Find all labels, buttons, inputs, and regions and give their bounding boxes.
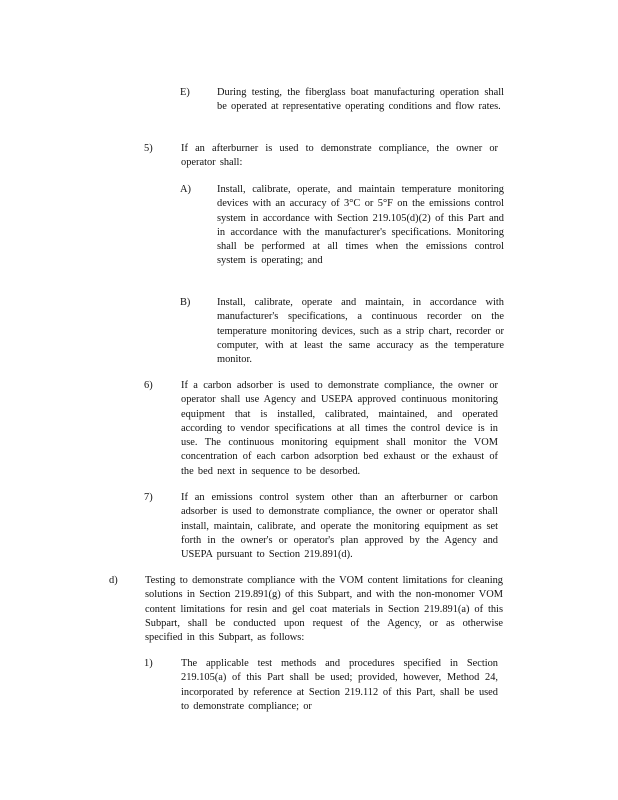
- paragraph-label: 1): [144, 658, 153, 669]
- paragraph-label: 7): [144, 492, 153, 503]
- paragraph-text: Install, calibrate, operate, and maintain temperature monitoring devices with an accuracy of 3°C or 5°F on the emissions control system in accordance with Section 219.105(d)(2) of this Part and in accordance with the manufacturer's specifications. Monitoring shall be performed at all times when the emissions control system is operating; and: [217, 184, 504, 267]
- paragraph-label: B): [180, 297, 191, 308]
- paragraph-text: If an afterburner is used to demonstrate compliance, the owner or operator shall:: [181, 143, 498, 169]
- paragraph-text: If a carbon adsorber is used to demonstrate compliance, the owner or operator shall use Agency and USEPA approved continuous monitoring equipment that is installed, calibrated, maintained, and operated according to vendor specifications at all times the control device is in use. The continuous monitoring equipment shall monitor the VOM concentration of each carbon adsorption bed exhaust or the exhaust of the bed next in sequence to be desorbed.: [181, 380, 498, 477]
- paragraph-label: 6): [144, 380, 153, 391]
- paragraph-label: A): [180, 184, 191, 195]
- paragraph-text: The applicable test methods and procedures specified in Section 219.105(a) of this Part shall be used; provided, however, Method 24, incorporated by reference at Section 219.112 of this Part, shall be used to demonstrate compliance; or: [181, 658, 498, 712]
- paragraph-text: Testing to demonstrate compliance with the VOM content limitations for cleaning solutions in Section 219.891(g) of this Subpart, and with the non-monomer VOM content limitations for resin and gel coat materials in Section 219.891(a) of this Subpart, shall be conducted upon request of the Agency, or as otherwise specified in this Subpart, as follows:: [145, 575, 503, 644]
- paragraph-label: d): [109, 575, 118, 586]
- paragraph-text: Install, calibrate, operate and maintain, in accordance with manufacturer's specifications, a continuous recorder on the temperature monitoring devices, such as a strip chart, recorder or computer, with at least the same accuracy as the temperature monitor.: [217, 297, 504, 366]
- paragraph-label: 5): [144, 143, 153, 154]
- paragraph-text: If an emissions control system other than an afterburner or carbon adsorber is used to demonstrate compliance, the owner or operator shall install, maintain, calibrate, and operate the monitoring equipment as set forth in the owner's or operator's plan approved by the Agency and USEPA pursuant to Section 219.891(d).: [181, 492, 498, 561]
- paragraph-label: E): [180, 87, 190, 98]
- paragraph-text: During testing, the fiberglass boat manufacturing operation shall be operated at representative operating conditions and flow rates.: [217, 87, 504, 113]
